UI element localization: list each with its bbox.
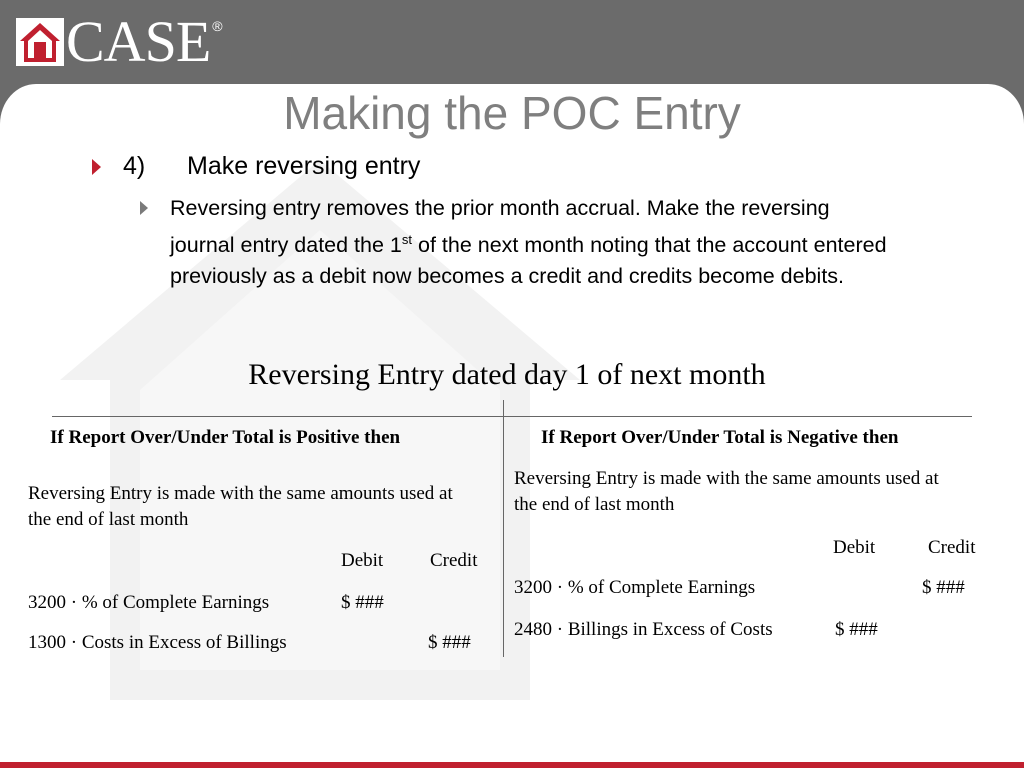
right-row2-debit: $ ### bbox=[835, 619, 878, 640]
table-horizontal-rule bbox=[52, 416, 972, 417]
paragraph-part2: of the next month noting that the account entered previously as a debit now becomes a credit and credits become debits. bbox=[170, 233, 887, 289]
right-row2-account: 2480 · Billings in Excess of Costs bbox=[514, 619, 773, 640]
bullet-level1 bbox=[92, 152, 420, 181]
bullet-text: Make reversing entry bbox=[187, 152, 421, 180]
superscript: st bbox=[401, 232, 413, 247]
left-description: Reversing Entry is made with the same amounts used at the end of last month bbox=[28, 483, 453, 530]
left-debit-label: Debit bbox=[341, 550, 384, 571]
right-credit-label: Credit bbox=[928, 537, 976, 558]
table-title: Reversing Entry dated day 1 of next month bbox=[248, 358, 766, 391]
red-arrow-bullet-icon bbox=[92, 159, 101, 175]
registered-mark: ® bbox=[212, 18, 223, 34]
paragraph-part1: Reversing entry removes the prior month accrual. Make the reversing journal entry dated the 1 bbox=[170, 196, 830, 258]
bullet-level2 bbox=[140, 193, 900, 292]
grey-arrow-bullet-icon bbox=[140, 201, 148, 215]
logo-text: CASE bbox=[66, 9, 211, 74]
case-logo bbox=[16, 9, 223, 74]
left-row2-account: 1300 · Costs in Excess of Billings bbox=[28, 632, 287, 653]
house-logo-icon bbox=[16, 18, 64, 66]
left-row1-account: 3200 · % of Complete Earnings bbox=[28, 592, 270, 613]
slide-title: Making the POC Entry bbox=[283, 87, 741, 139]
table-vertical-rule bbox=[503, 400, 504, 657]
right-column-heading: If Report Over/Under Total is Negative then bbox=[541, 427, 899, 448]
bullet-paragraph bbox=[170, 193, 900, 292]
left-row2-credit: $ ### bbox=[428, 632, 471, 653]
left-credit-label: Credit bbox=[430, 550, 478, 571]
right-description: Reversing Entry is made with the same amounts used at the end of last month bbox=[514, 468, 939, 515]
right-row1-credit: $ ### bbox=[922, 577, 965, 598]
left-column-heading: If Report Over/Under Total is Positive then bbox=[50, 427, 401, 448]
right-row1-account: 3200 · % of Complete Earnings bbox=[514, 577, 756, 598]
bullet-number: 4) bbox=[123, 152, 146, 180]
footer-accent-line bbox=[0, 762, 1024, 768]
left-row1-debit: $ ### bbox=[341, 592, 384, 613]
right-debit-label: Debit bbox=[833, 537, 876, 558]
